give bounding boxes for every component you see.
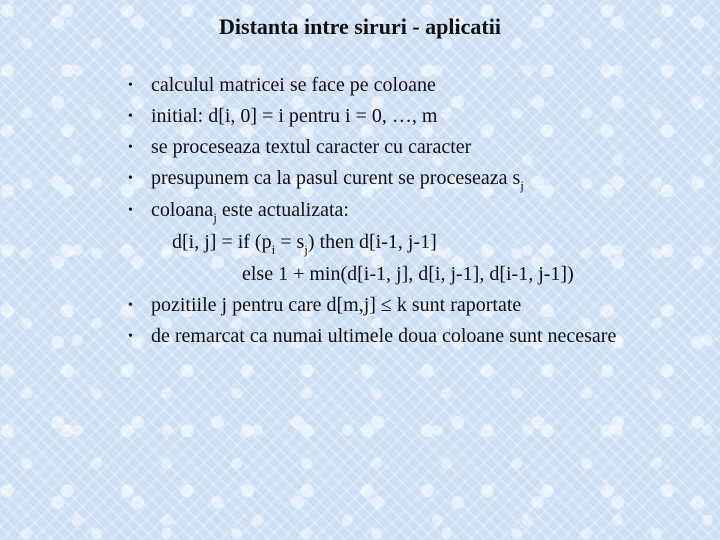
item-text: initial: d[i, 0] = i pentru i = 0, …, m: [151, 105, 438, 127]
item-text: calculul matricei se face pe coloane: [151, 74, 436, 96]
item-text: de remarcat ca numai ultimele doua coloane sunt necesare: [151, 325, 617, 347]
item-text: se proceseaza textul caracter cu caracter: [151, 136, 472, 158]
formula-line-2: [128, 259, 708, 290]
item-text-rest: este actualizata:: [216, 199, 349, 221]
item-text: coloana: [151, 199, 214, 221]
subscript: j: [520, 178, 524, 193]
bullet-icon: •: [128, 140, 133, 155]
subscript: i: [271, 242, 276, 257]
formula-part: else 1 + min(d[i-1, j], d[i, j-1], d[i-1, j-1]): [242, 263, 574, 285]
item-text: pozitiile j pentru care d[m,j] ≤ k sunt raportate: [151, 294, 522, 316]
bullet-list: [128, 70, 708, 352]
subscript: j: [304, 242, 308, 257]
item-text: presupunem ca la pasul curent se proceseaza s: [151, 167, 521, 189]
bullet-icon: •: [128, 298, 133, 313]
formula-line-1: [128, 227, 708, 259]
list-item: [128, 290, 708, 321]
slide-title: Distanta intre siruri - aplicatii: [219, 14, 501, 39]
list-item: [128, 101, 708, 132]
bullet-icon: •: [128, 203, 133, 218]
list-item: [128, 132, 708, 163]
subscript: j: [213, 210, 217, 225]
bullet-icon: •: [128, 78, 133, 93]
list-item: [128, 321, 708, 352]
list-item: [128, 195, 708, 227]
bullet-icon: •: [128, 329, 133, 344]
formula-part: ) then d[i-1, j-1]: [307, 231, 437, 253]
bullet-icon: •: [128, 109, 133, 124]
list-item: [128, 70, 708, 101]
formula-part: = s: [275, 231, 305, 253]
list-item: [128, 163, 708, 195]
formula-part: d[i, j] = if (p: [172, 231, 272, 253]
bullet-icon: •: [128, 171, 133, 186]
